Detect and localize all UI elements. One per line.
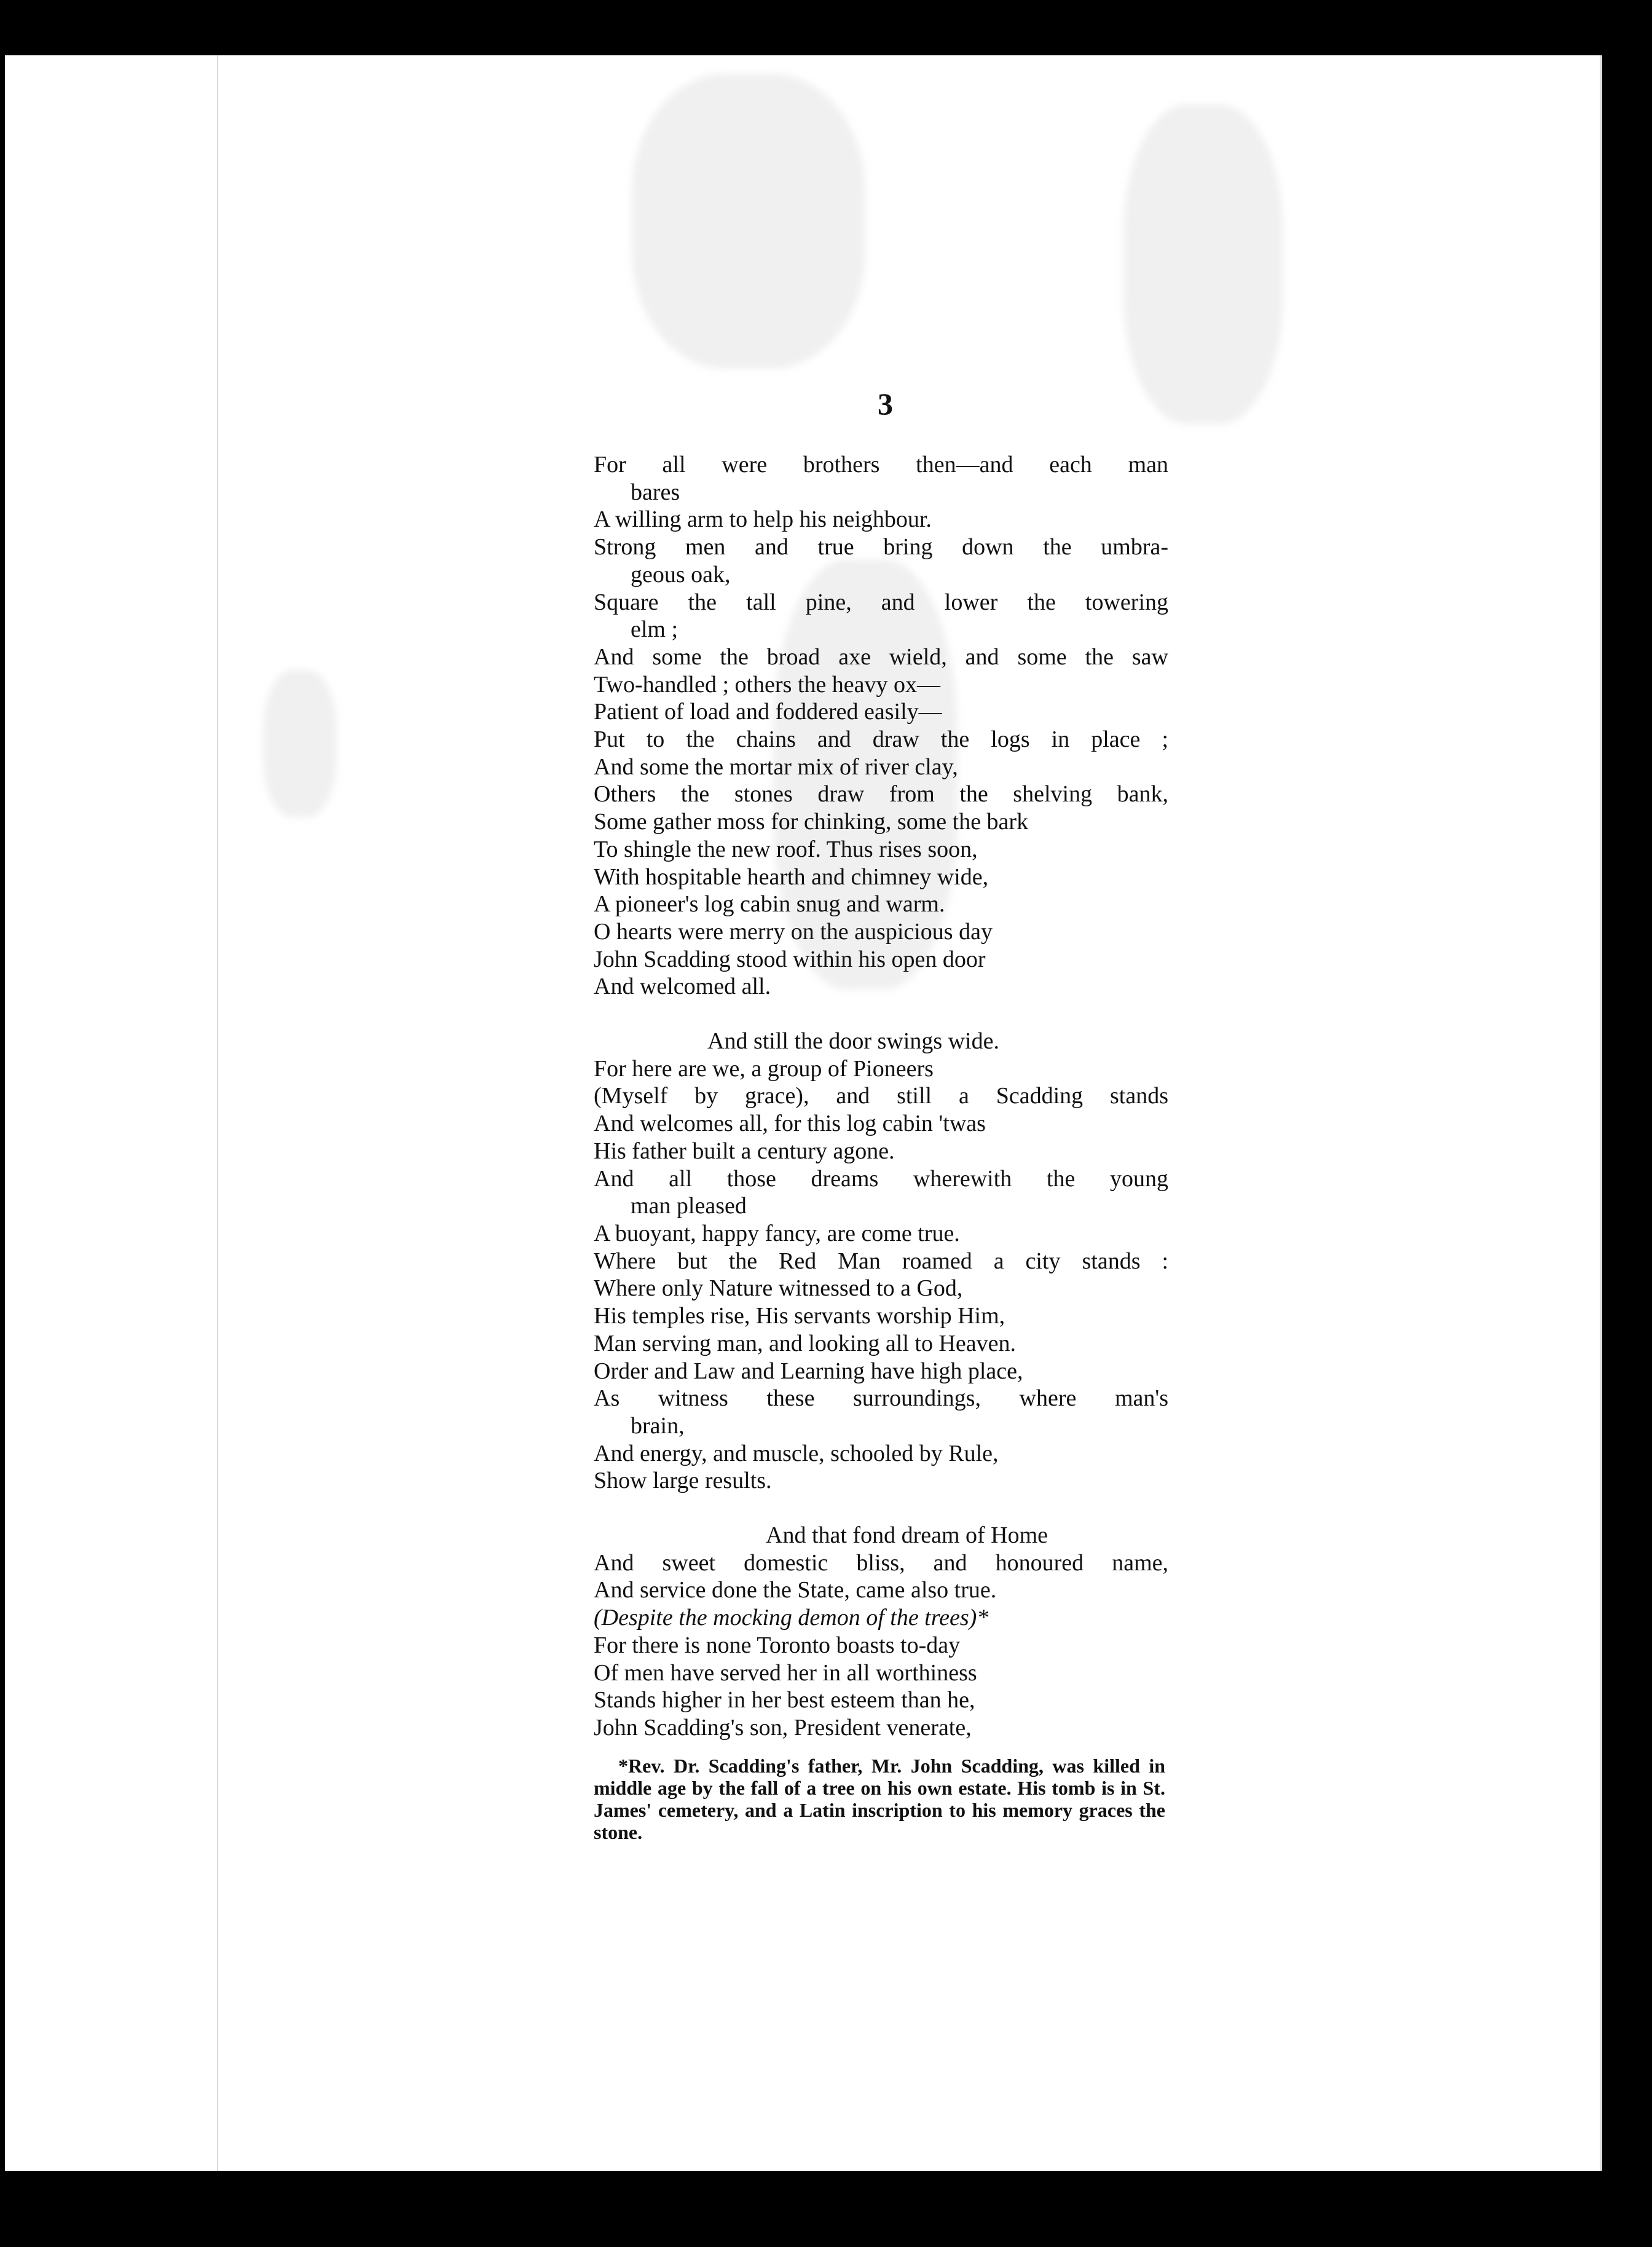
poem-line: His father built a century agone. xyxy=(594,1138,895,1164)
page-stain xyxy=(632,74,865,369)
poem-line: John Scadding's son, President venerate, xyxy=(594,1714,972,1741)
poem-line: geous oak, xyxy=(631,561,731,588)
poem-line: For there is none Toronto boasts to-day xyxy=(594,1632,961,1658)
poem-line: Patient of load and foddered easily— xyxy=(594,699,942,725)
page-stain xyxy=(1123,104,1283,424)
poem-line: A willing arm to help his neighbour. xyxy=(594,506,932,533)
poem-body xyxy=(594,451,1168,1742)
poem-line: Put to the chains and draw the logs in place ; xyxy=(594,726,1168,753)
poem-line: Stands higher in her best esteem than he, xyxy=(594,1687,975,1714)
poem-line: Order and Law and Learning have high place, xyxy=(594,1358,1023,1384)
poem-line: For here are we, a group of Pioneers xyxy=(594,1055,934,1082)
stanza-break xyxy=(594,1001,1168,1028)
poem-line: For all were brothers then—and each man xyxy=(594,452,1168,478)
poem-line: To shingle the new roof. Thus rises soon, xyxy=(594,836,978,862)
poem-line: Some gather moss for chinking, some the bark xyxy=(594,809,1029,835)
poem-line: And sweet domestic bliss, and honoured name, xyxy=(594,1549,1168,1576)
poem-line: bares xyxy=(631,479,680,505)
poem-line: Show large results. xyxy=(594,1468,772,1494)
poem-line: And welcomes all, for this log cabin 'twas xyxy=(594,1111,986,1137)
page-fold-line xyxy=(217,55,218,2171)
poem-line: elm ; xyxy=(631,616,678,643)
poem-line: A pioneer's log cabin snug and warm. xyxy=(594,891,945,918)
poem-line: And energy, and muscle, schooled by Rule, xyxy=(594,1440,999,1466)
poem-line: His temples rise, His servants worship Him, xyxy=(594,1303,1005,1329)
poem-line: Where only Nature witnessed to a God, xyxy=(594,1275,963,1302)
poem-line: Where but the Red Man roamed a city stands : xyxy=(594,1248,1168,1274)
poem-line: A buoyant, happy fancy, are come true. xyxy=(594,1220,960,1246)
poem-line: O hearts were merry on the auspicious day xyxy=(594,918,993,945)
poem-line: Man serving man, and looking all to Heaven. xyxy=(594,1330,1017,1356)
poem-line: And some the mortar mix of river clay, xyxy=(594,754,958,780)
poem-line: (Myself by grace), and still a Scadding stands xyxy=(594,1083,1168,1109)
page-stain xyxy=(263,670,337,817)
stanza-break xyxy=(594,1495,1168,1522)
poem-line: With hospitable hearth and chimney wide, xyxy=(594,864,989,890)
poem-line: John Scadding stood within his open door xyxy=(594,946,986,972)
poem-line: And all those dreams wherewith the young xyxy=(594,1165,1168,1192)
poem-line: And that fond dream of Home xyxy=(766,1522,1048,1549)
poem-line: (Despite the mocking demon of the trees)* xyxy=(594,1605,989,1631)
poem-line: Strong men and true bring down the umbra- xyxy=(594,534,1168,561)
poem-line: man pleased xyxy=(631,1193,747,1219)
poem-line: And still the door swings wide. xyxy=(707,1028,999,1055)
poem-line: Of men have served her in all worthiness xyxy=(594,1659,977,1686)
poem-line: brain, xyxy=(631,1412,685,1439)
poem-line: As witness these surroundings, where man's xyxy=(594,1385,1168,1412)
page-number: 3 xyxy=(878,387,893,421)
poem-line: And service done the State, came also true. xyxy=(594,1577,997,1604)
poem-line: And welcomed all. xyxy=(594,974,771,1000)
poem-line: Two-handled ; others the heavy ox— xyxy=(594,671,941,698)
footnote-text: *Rev. Dr. Scadding's father, Mr. John Scadding, was killed in middle age by the fall of a tree on his own estate. His tomb is in St. James' cemetery, and a Latin inscription to his memory graces the stone. xyxy=(594,1755,1165,1843)
document-page xyxy=(5,55,1602,2171)
poem-line: And some the broad axe wield, and some the saw xyxy=(594,643,1168,670)
footnote xyxy=(594,1755,1165,1843)
poem-line: Others the stones draw from the shelving bank, xyxy=(594,781,1168,808)
poem-line: Square the tall pine, and lower the towering xyxy=(594,589,1168,615)
